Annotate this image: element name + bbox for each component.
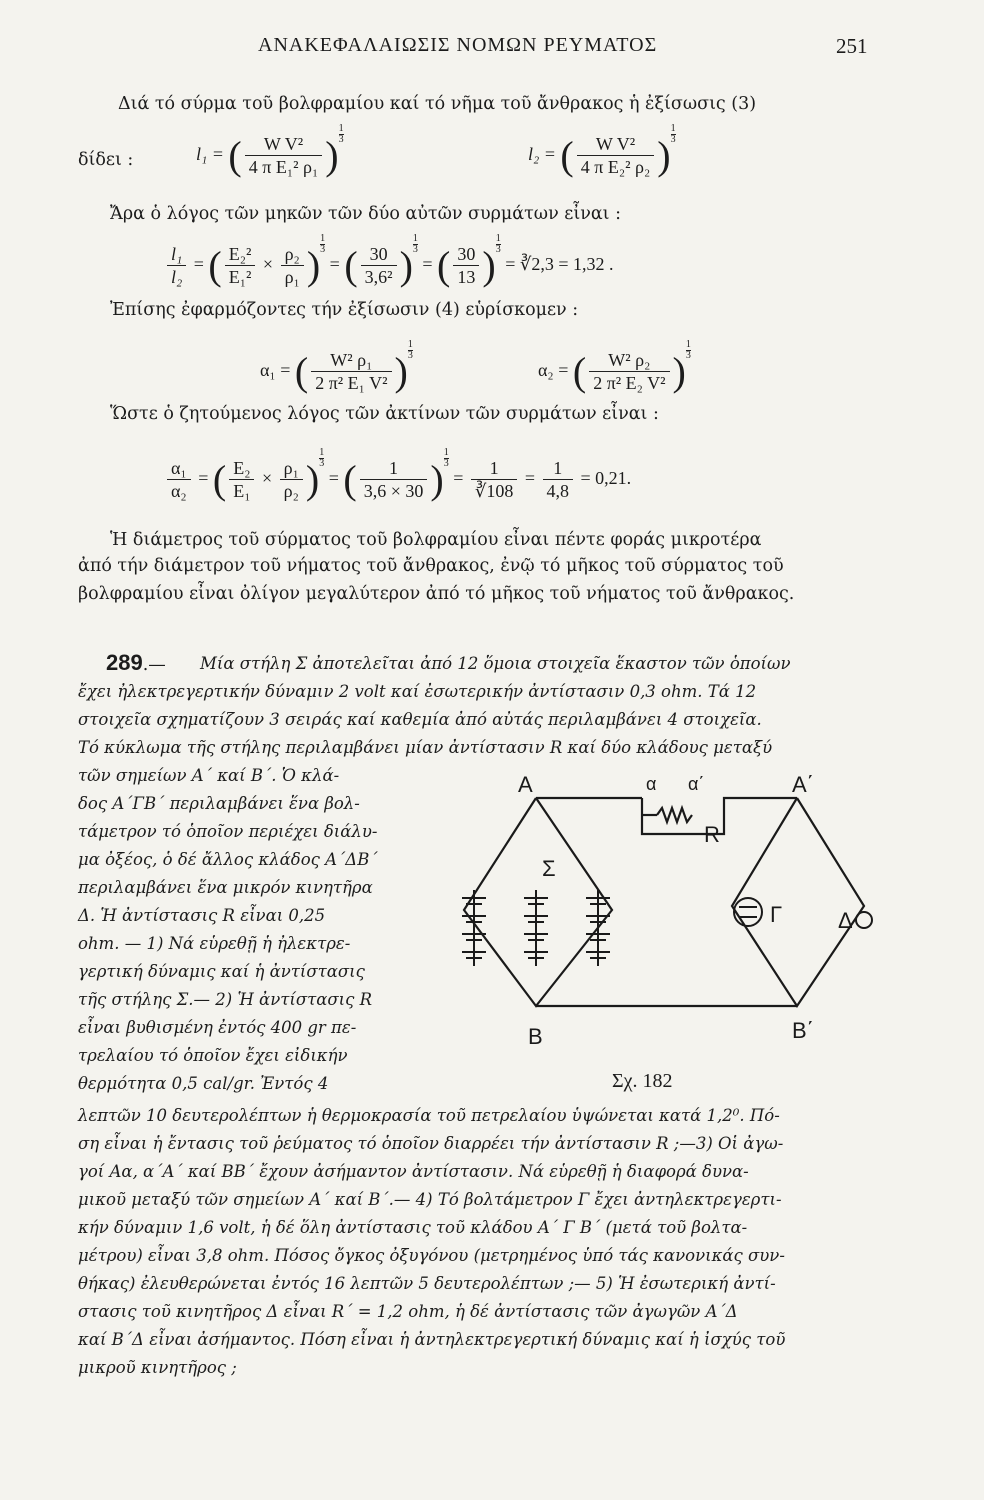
problem-line: μικοῦ μεταξύ τῶν σημείων Α΄ καί Β΄.— 4) Τό βολτάμετρον Γ ἔχει ἀντηλεκτρεγερτι- bbox=[78, 1190, 782, 1209]
problem-line: περιλαμβάνει ἕνα μικρόν κινητῆρα bbox=[78, 878, 373, 897]
conclusion-line: βολφραμίου εἶναι ὀλίγον μεγαλύτερον ἀπό τό μῆκος τοῦ νήματος τοῦ ἄνθρακος. bbox=[78, 584, 795, 604]
problem-line: μικροῦ κινητῆρος ; bbox=[78, 1358, 237, 1377]
exp-num: 1 bbox=[670, 123, 676, 134]
problem-line: Δ. Ἡ ἀντίστασις R εἶναι 0,25 bbox=[78, 906, 326, 925]
episis-line: Ἐπίσης ἐφαρμόζοντες τήν ἐξίσωσιν (4) εὑρίσκομεν : bbox=[110, 300, 579, 320]
exp-den: 3 bbox=[320, 244, 326, 255]
eq2-c-num: 30 bbox=[361, 243, 397, 266]
problem-line: καί Β΄Δ εἶναι ἀσήμαντος. Πόση εἶναι ἡ ἀντηλεκτρεγερτική δύναμις καί ἡ ἰσχύς τοῦ bbox=[78, 1330, 786, 1349]
eq1-l1-lhs: l₁ = bbox=[196, 144, 224, 164]
circuit-diagram bbox=[452, 770, 892, 1100]
equation-alpha2: α₂ = ( $\frac{\text{W² ρ₂}}{\text{2 π² E₂ V²}}$ ) $\frac{1}{3}$ bbox=[538, 339, 691, 394]
equals-sign: = bbox=[198, 468, 209, 488]
label-alpha: α bbox=[646, 774, 657, 794]
circuit-svg bbox=[452, 770, 892, 1100]
problem-line: θήκας) ἐλευθερώνεται ἐντός 16 λεπτῶν 5 δευτερολέπτων ;— 5) Ἡ ἐσωτερική ἀντί- bbox=[78, 1274, 776, 1293]
eq4-c-num: 1 bbox=[360, 457, 428, 480]
equation-radius-ratio: $\frac{\text{α₁}}{\text{α₂}}$ = ( $\frac{\text{E₂}}{\text{E₁}}$ × $\frac{\text{ρ₁}}{\text{ρ₂}}$ ) $\frac{1}{3}$ = ( $\frac{1}{3,6 \times 30}$ ) $\frac{1}{3}$ = $\frac{1}{∛108}$ = $\frac{1}{4,8}$ = 0,21. bbox=[164, 448, 631, 502]
exp-num: 1 bbox=[338, 123, 344, 134]
oste-line: Ὥστε ὁ ζητούμενος λόγος τῶν ἀκτίνων τῶν συρμάτων εἶναι : bbox=[110, 404, 659, 424]
problem-heading bbox=[106, 650, 166, 676]
eq4-a-den: E₁ bbox=[233, 481, 251, 502]
label-A: A bbox=[518, 772, 533, 797]
eq4-e-num: 1 bbox=[543, 457, 574, 480]
label-B: B bbox=[528, 1024, 543, 1049]
problem-line: τῶν σημείων Α΄ καί Β΄. Ὁ κλά- bbox=[78, 766, 340, 785]
eq3-den-1: 2 π² E₁ V² bbox=[315, 373, 388, 394]
eq1-den-2: 4 π E₂² ρ₂ bbox=[580, 157, 651, 178]
problem-line: μα ὀξέος, ὁ δέ ἄλλος κλάδος Α΄ΔΒ΄ bbox=[78, 850, 378, 869]
equals-sign: = bbox=[453, 468, 464, 488]
exp-num: 1 bbox=[407, 339, 413, 350]
eq2-b-den: ρ₁ bbox=[284, 267, 300, 288]
equals-sign: = bbox=[422, 254, 433, 274]
eq4-e-den: 4,8 bbox=[546, 481, 569, 502]
figure-caption: Σχ. 182 bbox=[612, 1070, 673, 1092]
eq1-den-1: 4 π E₁² ρ₁ bbox=[248, 157, 319, 178]
eq4-b-den: ρ₂ bbox=[283, 481, 299, 502]
page-header bbox=[0, 34, 984, 64]
exp-den: 3 bbox=[495, 244, 501, 255]
voltameter-icon bbox=[734, 898, 762, 926]
equation-l2: l₂ = ( $\frac{\text{W V²}}{\text{4 π E₂² ρ₂}}$ ) $\frac{1}{3}$ bbox=[528, 123, 676, 178]
problem-line: Τό κύκλωμα τῆς στήλης περιλαμβάνει μίαν ἀντίστασιν R καί δύο κλάδους μεταξύ bbox=[78, 738, 773, 757]
problem-line: μέτρου) εἶναι 3,8 ohm. Πόσος ὄγκος ὀξυγόνου (μετρημένος ὑπό τάς κανονικάς συν- bbox=[78, 1246, 785, 1265]
problem-line: στοιχεῖα σχηματίζουν 3 σειράς καί καθεμία ἀπό αὐτάς περιλαμβάνει 4 στοιχεῖα. bbox=[78, 710, 762, 729]
label-A-prime: A΄ bbox=[792, 772, 814, 797]
running-title: ΑΝΑΚΕΦΑΛΑΙΩΣΙΣ ΝΟΜΩΝ ΡΕΥΜΑΤΟΣ bbox=[258, 34, 658, 56]
eq3-a2-lhs: α₂ = bbox=[538, 360, 569, 380]
eq3-den-2: 2 π² E₂ V² bbox=[593, 373, 666, 394]
problem-line: θερμότητα 0,5 cal/gr. Ἐντός 4 bbox=[78, 1074, 329, 1093]
label-R: R bbox=[704, 822, 720, 847]
problem-line: γοί Αα, α΄Α΄ καί ΒΒ΄ ἔχουν ἀσήμαντον ἀντίστασιν. Νά εὑρεθῇ ἡ διαφορά δυνα- bbox=[78, 1162, 749, 1181]
conclusion-line: ἀπό τήν διάμετρον τοῦ νήματος τοῦ ἄνθρακος, ἐνῷ τό μῆκος τοῦ σύρματος τοῦ bbox=[78, 556, 784, 576]
eq4-b-num: ρ₁ bbox=[280, 457, 303, 480]
problem-dash: .— bbox=[142, 655, 166, 675]
exp-den: 3 bbox=[412, 244, 418, 255]
label-alpha-prime: α΄ bbox=[688, 774, 705, 794]
equation-alpha1: α₁ = ( $\frac{\text{W² ρ₁}}{\text{2 π² E₁ V²}}$ ) $\frac{1}{3}$ bbox=[260, 339, 413, 394]
eq2-d-num: 30 bbox=[453, 243, 479, 266]
battery-cells bbox=[462, 890, 610, 966]
exp-num: 1 bbox=[412, 233, 418, 244]
problem-line: εἶναι βυθισμένη ἐντός 400 gr πε- bbox=[78, 1018, 357, 1037]
problem-line: Μία στήλη Σ ἀποτελεῖται ἀπό 12 ὅμοια στοιχεῖα ἕκαστον τῶν ὁποίων bbox=[200, 654, 791, 673]
exp-den: 3 bbox=[338, 134, 344, 145]
equation-l1: l₁ = ( $\frac{\text{W V²}}{\text{4 π E₁² ρ₁}}$ ) $\frac{1}{3}$ bbox=[196, 123, 344, 178]
problem-number: 289 bbox=[106, 650, 143, 675]
exp-den: 3 bbox=[670, 134, 676, 145]
eq2-lhs-den: l₂ bbox=[171, 267, 183, 288]
problem-line: ohm. — 1) Νά εὑρεθῇ ἡ ἠλεκτρε- bbox=[78, 934, 351, 953]
exp-den: 3 bbox=[685, 350, 691, 361]
didei-label: δίδει : bbox=[78, 150, 134, 170]
equation-length-ratio: $\frac{\text{l₁}}{\text{l₂}}$ = ( $\frac{\text{E₂²}}{\text{E₁²}}$ × $\frac{\text{ρ₂}}{\text{ρ₁}}$ ) $\frac{1}{3}$ = ( $\frac{30}{\text{3,6²}}$ ) $\frac{1}{3}$ = ( $\frac{30}{13}$ ) $\frac{1}{3}$ = ∛2,3 = 1,32 . bbox=[164, 234, 613, 288]
ara-line: Ἄρα ὁ λόγος τῶν μηκῶν τῶν δύο αὐτῶν συρμάτων εἶναι : bbox=[110, 204, 621, 224]
eq4-c-den: 3,6 × 30 bbox=[363, 481, 424, 502]
problem-line: ἔχει ἠλεκτρεγερτικήν δύναμιν 2 volt καί ἐσωτερικήν ἀντίστασιν 0,3 ohm. Τά 12 bbox=[78, 682, 757, 701]
eq2-lhs-num: l₁ bbox=[167, 243, 186, 266]
eq2-b-num: ρ₂ bbox=[281, 243, 304, 266]
exp-den: 3 bbox=[319, 458, 325, 469]
eq1-num-2: W V² bbox=[577, 133, 655, 156]
times-sign: × bbox=[261, 468, 273, 488]
eq3-num-2: W² ρ₂ bbox=[589, 349, 669, 372]
eq1-num-1: W V² bbox=[245, 133, 323, 156]
eq2-result: = ∛2,3 = 1,32 . bbox=[505, 254, 614, 274]
times-sign: × bbox=[262, 254, 274, 274]
eq2-c-den: 3,6² bbox=[364, 267, 393, 288]
eq1-l2-lhs: l₂ = bbox=[528, 144, 556, 164]
eq4-d-den: ∛108 bbox=[474, 481, 514, 502]
problem-line: τάμετρον τό ὁποῖον περιέχει διάλυ- bbox=[78, 822, 378, 841]
problem-line: γερτική δύναμις καί ἡ ἀντίστασις bbox=[78, 962, 365, 981]
eq3-num-1: W² ρ₁ bbox=[311, 349, 391, 372]
eq4-d-num: 1 bbox=[471, 457, 517, 480]
eq4-a-num: E₂ bbox=[229, 457, 254, 480]
right-branches bbox=[732, 798, 864, 1006]
exp-num: 1 bbox=[685, 339, 691, 350]
exp-num: 1 bbox=[443, 447, 449, 458]
battery-frame bbox=[464, 798, 612, 1006]
problem-line: στασις τοῦ κινητῆρος Δ εἶναι R΄ = 1,2 ohm, ἡ δέ ἀντίστασις τῶν ἀγωγῶν Α΄Δ bbox=[78, 1302, 738, 1321]
exp-num: 1 bbox=[320, 233, 326, 244]
label-Gamma: Γ bbox=[770, 902, 783, 927]
equals-sign: = bbox=[193, 254, 204, 274]
conclusion-line: Ἡ διάμετρος τοῦ σύρματος τοῦ βολφραμίου εἶναι πέντε φοράς μικροτέρα bbox=[110, 530, 762, 550]
eq3-a1-lhs: α₁ = bbox=[260, 360, 291, 380]
equals-sign: = bbox=[329, 254, 340, 274]
eq2-d-den: 13 bbox=[457, 267, 476, 288]
label-B-prime: B΄ bbox=[792, 1018, 814, 1043]
eq4-lhs-num: α₁ bbox=[167, 457, 191, 480]
exp-num: 1 bbox=[319, 447, 325, 458]
problem-line: ση εἶναι ἡ ἔντασις τοῦ ῥεύματος τό ὁποῖον διαρρέει τήν ἀντίστασιν R ;—3) Οἱ ἀγω- bbox=[78, 1134, 784, 1153]
problem-line: λεπτῶν 10 δευτερολέπτων ἡ θερμοκρασία τοῦ πετρελαίου ὑψώνεται κατά 1,2⁰. Πό- bbox=[78, 1106, 780, 1125]
eq4-lhs-den: α₂ bbox=[171, 481, 187, 502]
equals-sign: = bbox=[524, 468, 535, 488]
problem-line: κήν δύναμιν 1,6 volt, ἡ δέ ὅλη ἀντίστασις τοῦ κλάδου Α΄ Γ Β΄ (μετά τοῦ βολτα- bbox=[78, 1218, 748, 1237]
motor-icon bbox=[856, 912, 872, 928]
intro-line: Διά τό σύρμα τοῦ βολφραμίου καί τό νῆμα τοῦ ἄνθρακος ἡ ἐξίσωσις (3) bbox=[118, 94, 757, 114]
exp-num: 1 bbox=[495, 233, 501, 244]
label-Delta: Δ bbox=[838, 908, 853, 933]
eq4-result: = 0,21. bbox=[580, 468, 632, 488]
problem-line: τρελαίου τό ὁποῖον ἔχει εἰδικήν bbox=[78, 1046, 348, 1065]
page-number: 251 bbox=[836, 34, 868, 58]
resistor-zigzag bbox=[657, 808, 692, 822]
exp-den: 3 bbox=[443, 458, 449, 469]
problem-line: δος Α΄ΓΒ΄ περιλαμβάνει ἕνα βολ- bbox=[78, 794, 360, 813]
eq2-a-den: E₁² bbox=[228, 267, 252, 288]
eq2-a-num: E₂² bbox=[225, 243, 256, 266]
equals-sign: = bbox=[328, 468, 339, 488]
label-Sigma: Σ bbox=[542, 856, 556, 881]
exp-den: 3 bbox=[407, 350, 413, 361]
problem-line: τῆς στήλης Σ.— 2) Ἡ ἀντίστασις R bbox=[78, 990, 373, 1009]
